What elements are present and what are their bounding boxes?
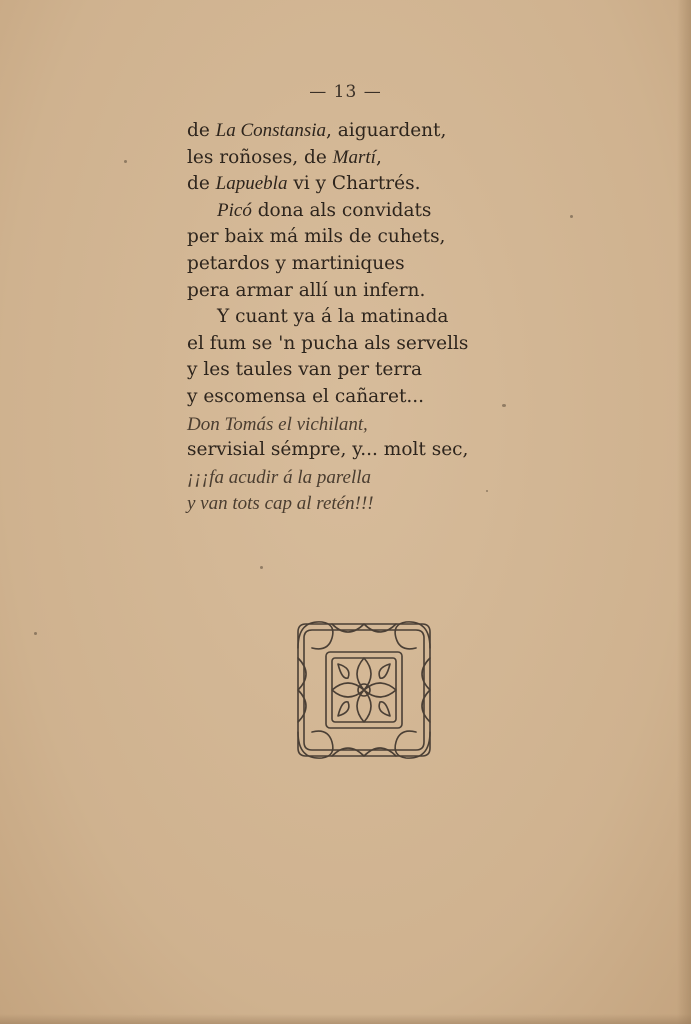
paper-speck bbox=[570, 215, 573, 218]
poem-text-run: vi y Chartrés. bbox=[287, 173, 421, 195]
poem-text-run: per baix má mils de cuhets, bbox=[187, 226, 446, 248]
page-number: — 13 — bbox=[309, 82, 382, 102]
paper-speck bbox=[34, 632, 37, 635]
poem-text-run: petardos y martiniques bbox=[187, 252, 405, 274]
poem-italic-text: Lapuebla bbox=[215, 173, 288, 195]
poem-text-run: de bbox=[187, 173, 216, 195]
paper-speck bbox=[260, 566, 263, 569]
poem-line bbox=[187, 357, 527, 384]
page-edge-shadow-right bbox=[677, 0, 691, 1024]
poem-text-run: dona als convidats bbox=[251, 199, 432, 221]
poem-line bbox=[187, 490, 527, 517]
celtic-knot-ornament-icon bbox=[292, 618, 436, 762]
poem-line bbox=[187, 118, 527, 145]
poem-italic-text: ¡¡¡fa acudir á la parella bbox=[187, 466, 372, 488]
poem-italic-text: Don Tomás el vichilant bbox=[187, 413, 364, 435]
paper-speck bbox=[124, 160, 127, 163]
poem-text-run: , bbox=[375, 146, 382, 168]
poem-line bbox=[187, 411, 527, 438]
poem-line bbox=[187, 464, 527, 491]
poem-text-run: les roñoses, de bbox=[187, 146, 333, 168]
poem-text-run: pera armar allí un infern. bbox=[187, 279, 426, 301]
poem-line bbox=[187, 198, 527, 225]
poem-line bbox=[187, 171, 527, 198]
poem-italic-text: y van tots cap al retén!!! bbox=[187, 493, 374, 515]
poem-line bbox=[187, 278, 527, 305]
poem-line bbox=[187, 224, 527, 251]
poem-text-run: y les taules van per terra bbox=[187, 359, 423, 381]
poem-text-run: el fum se 'n pucha als servells bbox=[187, 332, 469, 354]
page-edge-shadow-bottom bbox=[0, 1014, 691, 1024]
poem-line bbox=[187, 304, 527, 331]
poem-text-run: y escomensa el cañaret... bbox=[187, 385, 425, 407]
poem-line bbox=[187, 384, 527, 411]
poem-line bbox=[187, 437, 527, 464]
poem-italic-text: Picó bbox=[217, 199, 252, 221]
poem-line bbox=[187, 251, 527, 278]
poem-text bbox=[187, 118, 527, 517]
poem-italic-text: Martí bbox=[332, 146, 376, 168]
poem-line bbox=[187, 331, 527, 358]
poem-italic-text: La Constansia bbox=[215, 120, 327, 141]
poem-text-run: de bbox=[187, 120, 216, 141]
poem-text-run: servisial sémpre, y... molt sec, bbox=[187, 439, 469, 461]
poem-text-run: , aiguardent, bbox=[326, 120, 447, 141]
poem-text-run: Y cuant ya á la matinada bbox=[217, 306, 449, 328]
poem-line bbox=[187, 145, 527, 172]
poem-text-run: , bbox=[363, 413, 368, 434]
